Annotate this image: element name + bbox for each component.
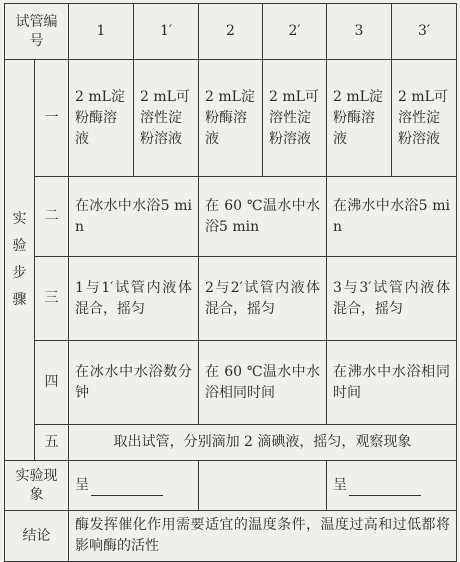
- phenomenon-prefix: 呈: [333, 477, 347, 493]
- tube-1-header: 1: [69, 4, 134, 60]
- steps-label-char: 实: [12, 211, 27, 227]
- step-1-cell: 2 mL可溶性淀粉溶液: [263, 60, 327, 177]
- tube-2p-header: 2′: [263, 4, 327, 60]
- step-1-cell: 2 mL可溶性淀粉溶液: [392, 60, 457, 177]
- step-4-cell: 在冰水中水浴数分钟: [69, 341, 199, 425]
- step-number: 二: [35, 177, 69, 257]
- step-4-cell: 在 60 ℃温水中水浴相同时间: [199, 341, 327, 425]
- step-number: 一: [35, 60, 69, 177]
- step-row-3: [5, 257, 457, 341]
- steps-label-char: 骤: [12, 292, 27, 308]
- tube-3p-header: 3′: [392, 4, 457, 60]
- phenomenon-cell-1: [69, 461, 199, 511]
- step-number: 四: [35, 341, 69, 425]
- conclusion-text: 酶发挥催化作用需要适宜的温度条件，温度过高和过低都将影响酶的活性: [69, 511, 457, 562]
- step-row-4: [5, 341, 457, 425]
- step-2-cell: 在沸水中水浴5 min: [327, 177, 457, 257]
- step-row-1: [5, 60, 457, 177]
- step-1-cell: 2 mL可溶性淀粉溶液: [134, 60, 199, 177]
- experiment-table: [4, 3, 457, 562]
- step-4-cell: 在沸水中水浴相同时间: [327, 341, 457, 425]
- steps-label-char: 步: [12, 265, 27, 281]
- step-3-cell: 2与2′试管内液体混合，摇匀: [199, 257, 327, 341]
- step-5-cell: 取出试管，分别滴加 2 滴碘液，摇匀，观察现象: [69, 425, 457, 461]
- tube-number-header: 试管编号: [5, 4, 69, 60]
- steps-label: [5, 60, 35, 461]
- step-1-cell: 2 mL淀粉酶溶液: [327, 60, 392, 177]
- header-row: [5, 4, 457, 60]
- step-3-cell: 3与3′试管内液体混合，摇匀: [327, 257, 457, 341]
- phenomenon-cell-2: [199, 461, 327, 511]
- phenomenon-cell-3: [327, 461, 457, 511]
- step-number: 五: [35, 425, 69, 461]
- answer-blank[interactable]: [349, 481, 421, 496]
- tube-2-header: 2: [199, 4, 263, 60]
- step-3-cell: 1与1′试管内液体混合，摇匀: [69, 257, 199, 341]
- step-1-cell: 2 mL淀粉酶溶液: [199, 60, 263, 177]
- steps-label-char: 验: [12, 238, 27, 254]
- tube-3-header: 3: [327, 4, 392, 60]
- phenomenon-label: 实验现象: [5, 461, 69, 511]
- phenomenon-prefix: 呈: [75, 477, 89, 493]
- conclusion-label: 结论: [5, 511, 69, 562]
- step-row-5: [5, 425, 457, 461]
- conclusion-row: [5, 511, 457, 562]
- answer-blank[interactable]: [91, 481, 163, 496]
- step-2-cell: 在 60 ℃温水中水浴5 min: [199, 177, 327, 257]
- phenomenon-row: [5, 461, 457, 511]
- step-1-cell: 2 mL淀粉酶溶液: [69, 60, 134, 177]
- tube-1p-header: 1′: [134, 4, 199, 60]
- step-number: 三: [35, 257, 69, 341]
- step-row-2: [5, 177, 457, 257]
- step-2-cell: 在冰水中水浴5 min: [69, 177, 199, 257]
